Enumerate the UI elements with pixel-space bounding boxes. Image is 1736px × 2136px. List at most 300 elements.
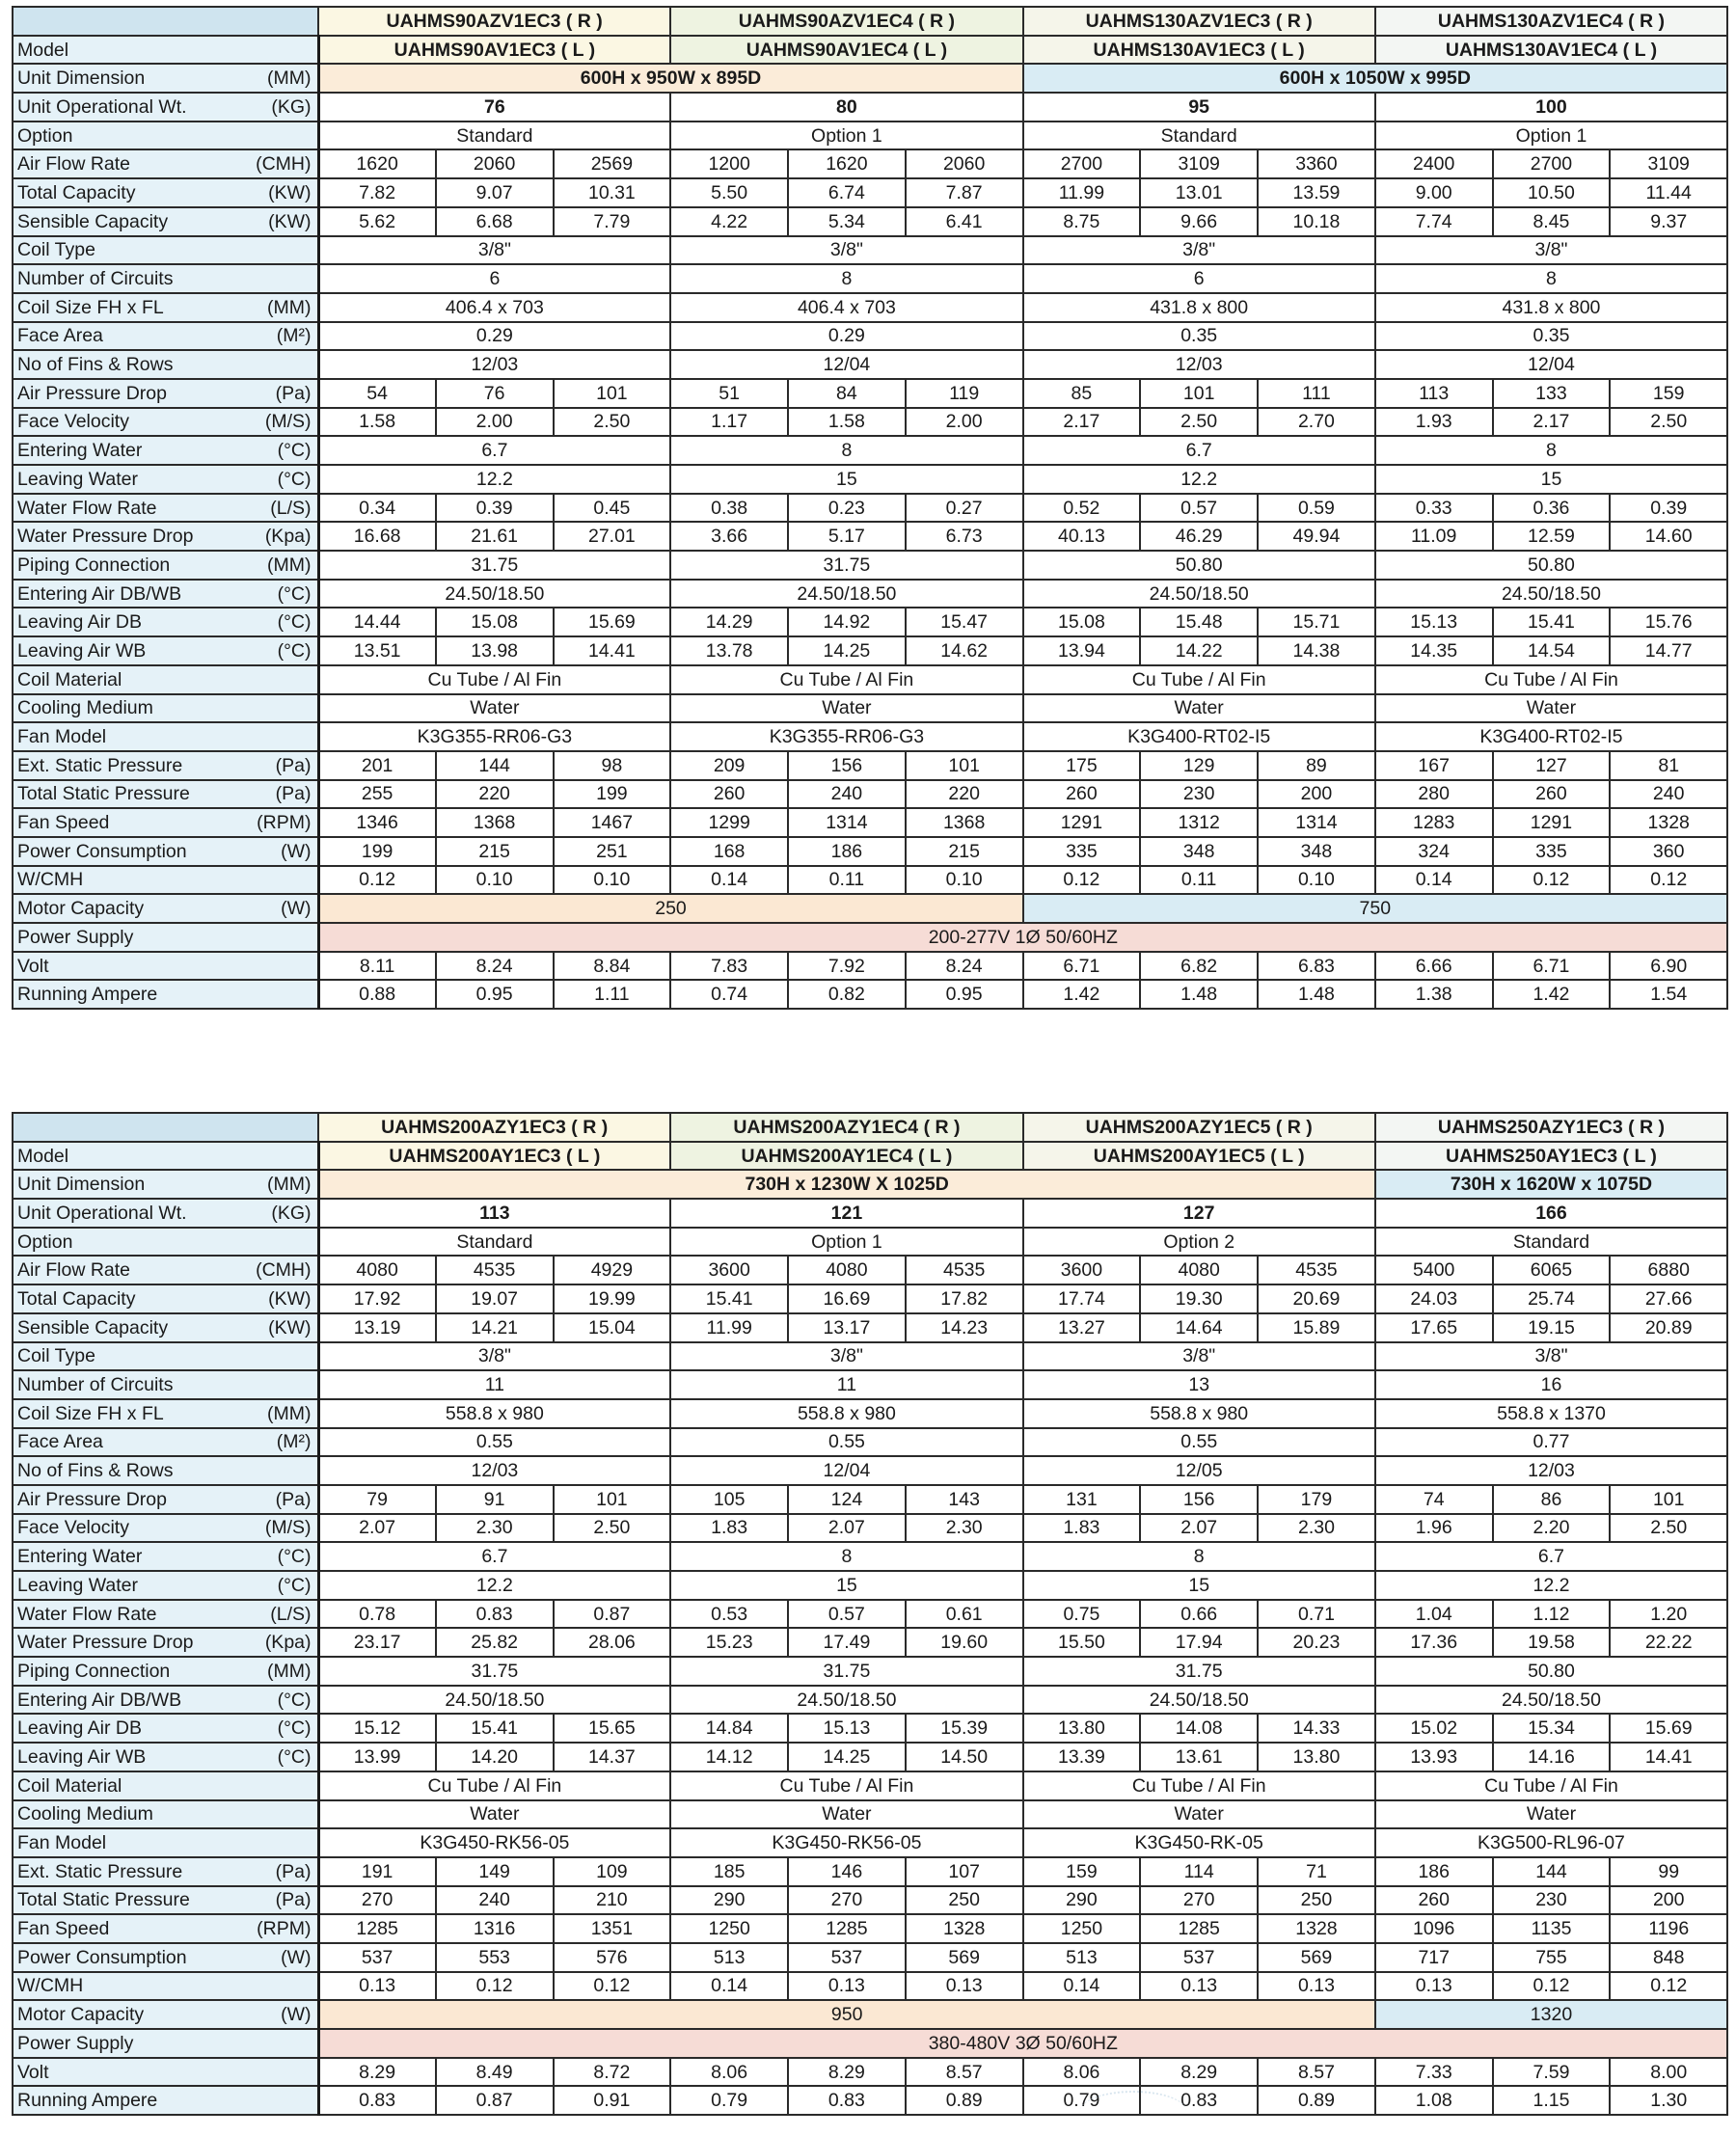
model-code-right: UAHMS90AZV1EC4 ( R )	[670, 7, 1022, 36]
spec-value: 12.2	[318, 1571, 670, 1600]
spec-value: 0.23	[788, 494, 906, 523]
spec-value: 209	[670, 751, 788, 780]
spec-value: 1328	[1610, 808, 1727, 837]
spec-value: 11.44	[1610, 178, 1727, 207]
spec-value: 3600	[670, 1256, 788, 1284]
spec-unit: (Pa)	[275, 382, 312, 404]
spec-value: 27.66	[1610, 1284, 1727, 1313]
spec-value: 14.44	[318, 608, 436, 636]
spec-row	[13, 780, 1727, 809]
spec-value: 89	[1258, 751, 1375, 780]
spec-value: 19.58	[1493, 1628, 1611, 1657]
spec-label	[13, 1370, 318, 1399]
spec-unit: (MM)	[267, 1174, 312, 1196]
spec-value: 16.69	[788, 1284, 906, 1313]
spec-row	[13, 350, 1727, 379]
spec-value: Option 2	[1023, 1228, 1375, 1257]
spec-label	[13, 1657, 318, 1686]
spec-value: 15.48	[1140, 608, 1258, 636]
spec-name: Leaving Water	[17, 1574, 139, 1596]
spec-row	[13, 1914, 1727, 1943]
spec-value: 0.14	[670, 1972, 788, 2001]
spec-value: Cu Tube / Al Fin	[670, 1771, 1022, 1800]
spec-value: 1620	[788, 149, 906, 178]
spec-value: 14.20	[436, 1743, 554, 1771]
spec-value: 6.73	[906, 522, 1023, 551]
spec-value: 8.24	[436, 952, 554, 981]
spec-value: 8	[670, 436, 1022, 465]
spec-row	[13, 207, 1727, 236]
spec-unit: (Pa)	[275, 1860, 312, 1882]
spec-name: Leaving Air WB	[17, 639, 147, 662]
spec-name: Water Flow Rate	[17, 497, 157, 519]
spec-value: 0.29	[670, 322, 1022, 351]
spec-unit: (MM)	[267, 296, 312, 318]
spec-value: Cu Tube / Al Fin	[1375, 665, 1727, 694]
spec-value: 1.17	[670, 408, 788, 437]
spec-unit: (W)	[281, 2004, 312, 2026]
spec-value: 10.50	[1493, 178, 1611, 207]
spec-row	[13, 1514, 1727, 1543]
spec-label	[13, 322, 318, 351]
spec-value: 324	[1375, 837, 1493, 866]
spec-value: 1314	[1258, 808, 1375, 837]
spec-value: 186	[788, 837, 906, 866]
spec-name: Coil Material	[17, 1774, 122, 1797]
spec-value: K3G450-RK-05	[1023, 1828, 1375, 1857]
spec-value: 0.14	[670, 866, 788, 895]
spec-value: 24.03	[1375, 1284, 1493, 1313]
spec-row	[13, 580, 1727, 608]
spec-value: 250	[906, 1886, 1023, 1915]
spec-value: Standard	[318, 122, 670, 150]
spec-value: Option 1	[1375, 122, 1727, 150]
spec-value: 848	[1610, 1943, 1727, 1972]
spec-value: 100	[1375, 93, 1727, 122]
spec-unit: (°C)	[277, 1546, 312, 1568]
spec-value: 0.59	[1258, 494, 1375, 523]
spec-value: 14.37	[554, 1743, 671, 1771]
spec-value: 12/03	[1375, 1456, 1727, 1485]
spec-label	[13, 2086, 318, 2115]
spec-label	[13, 379, 318, 408]
spec-value: Water	[1023, 1800, 1375, 1829]
spec-name: Unit Dimension	[17, 68, 146, 90]
spec-value: 0.71	[1258, 1600, 1375, 1629]
spec-value: 13.99	[318, 1743, 436, 1771]
spec-value: Water	[670, 1800, 1022, 1829]
spec-value: 1346	[318, 808, 436, 837]
spec-value: 0.89	[1258, 2086, 1375, 2115]
spec-value: 513	[670, 1943, 788, 1972]
spec-row	[13, 1886, 1727, 1915]
spec-value: 6880	[1610, 1256, 1727, 1284]
spec-value-group: 750	[1023, 894, 1728, 923]
spec-value: 0.35	[1023, 322, 1375, 351]
spec-value: 15	[1023, 1571, 1375, 1600]
spec-name: Running Ampere	[17, 984, 158, 1006]
spec-value: 9.66	[1140, 207, 1258, 236]
spec-value: 0.13	[1375, 1972, 1493, 2001]
spec-value: 558.8 x 980	[670, 1399, 1022, 1428]
spec-value: 230	[1140, 780, 1258, 809]
spec-value: 167	[1375, 751, 1493, 780]
spec-label	[13, 1313, 318, 1342]
spec-value: 2.00	[436, 408, 554, 437]
spec-value: 5.17	[788, 522, 906, 551]
spec-value: 1328	[906, 1914, 1023, 1943]
model-header-bottom	[13, 36, 1727, 65]
spec-value: 95	[1023, 93, 1375, 122]
spec-value: 12/04	[670, 350, 1022, 379]
spec-value: 1299	[670, 808, 788, 837]
spec-value: 9.00	[1375, 178, 1493, 207]
spec-value: 14.21	[436, 1313, 554, 1342]
spec-row	[13, 149, 1727, 178]
spec-value: 260	[1023, 780, 1141, 809]
spec-name: Unit Dimension	[17, 1174, 146, 1196]
spec-value: 260	[1375, 1886, 1493, 1915]
spec-name: Leaving Air WB	[17, 1745, 147, 1768]
spec-value: 200	[1610, 1886, 1727, 1915]
spec-value: 2.17	[1023, 408, 1141, 437]
spec-value: 1285	[788, 1914, 906, 1943]
spec-row	[13, 1228, 1727, 1257]
spec-value: K3G450-RK56-05	[318, 1828, 670, 1857]
spec-unit: (°C)	[277, 1717, 312, 1740]
spec-value: 144	[1493, 1857, 1611, 1886]
model-header-top	[13, 7, 1727, 36]
spec-unit: (MM)	[267, 1660, 312, 1682]
spec-value: 101	[554, 379, 671, 408]
spec-row	[13, 1256, 1727, 1284]
spec-value: 513	[1023, 1943, 1141, 1972]
spec-label	[13, 665, 318, 694]
spec-value: 4080	[788, 1256, 906, 1284]
spec-label	[13, 780, 318, 809]
spec-value: 13.61	[1140, 1743, 1258, 1771]
model-code-left: UAHMS90AV1EC4 ( L )	[670, 36, 1022, 65]
spec-value: 0.33	[1375, 494, 1493, 523]
spec-value: 101	[554, 1485, 671, 1514]
spec-value: 8	[670, 264, 1022, 293]
spec-value: 8.29	[318, 2058, 436, 2087]
spec-value: 0.12	[1610, 866, 1727, 895]
spec-value: 215	[436, 837, 554, 866]
spec-value: 17.92	[318, 1284, 436, 1313]
spec-value: Water	[1375, 694, 1727, 723]
spec-name: Coil Type	[17, 1345, 95, 1367]
spec-value: 8.06	[1023, 2058, 1141, 2087]
spec-value: 113	[318, 1199, 670, 1228]
spec-value: 50.80	[1375, 551, 1727, 580]
spec-value: 250	[1258, 1886, 1375, 1915]
spec-value: 240	[436, 1886, 554, 1915]
spec-value: 17.94	[1140, 1628, 1258, 1657]
spec-value: 1.04	[1375, 1600, 1493, 1629]
spec-row	[13, 2086, 1727, 2115]
spec-value: 3.66	[670, 522, 788, 551]
spec-value: 0.83	[436, 1600, 554, 1629]
spec-unit: (°C)	[277, 1745, 312, 1768]
model-header-blank	[13, 1113, 318, 1142]
spec-value: 76	[436, 379, 554, 408]
spec-value: 0.78	[318, 1600, 436, 1629]
spec-name: Power Supply	[17, 926, 134, 948]
spec-value: 220	[906, 780, 1023, 809]
spec-row	[13, 1370, 1727, 1399]
spec-name: Piping Connection	[17, 1660, 171, 1682]
spec-value: 0.83	[318, 2086, 436, 2115]
spec-value: 2.30	[436, 1514, 554, 1543]
spec-value: 0.10	[436, 866, 554, 895]
spec-value: 2.00	[906, 408, 1023, 437]
spec-row	[13, 636, 1727, 665]
spec-value: 0.79	[1023, 2086, 1141, 2115]
spec-value: 23.17	[318, 1628, 436, 1657]
spec-label	[13, 1600, 318, 1629]
spec-value: 14.84	[670, 1714, 788, 1743]
spec-value: 144	[436, 751, 554, 780]
spec-value: 15.12	[318, 1714, 436, 1743]
spec-value: 220	[436, 780, 554, 809]
spec-label	[13, 1542, 318, 1571]
spec-row	[13, 236, 1727, 265]
spec-value: 1.20	[1610, 1600, 1727, 1629]
spec-row	[13, 1199, 1727, 1228]
spec-value: 31.75	[318, 1657, 670, 1686]
spec-unit: (Pa)	[275, 754, 312, 776]
spec-value: 16.68	[318, 522, 436, 551]
spec-value: 717	[1375, 1943, 1493, 1972]
spec-value: 1135	[1493, 1914, 1611, 1943]
spec-value: 129	[1140, 751, 1258, 780]
spec-value: 6.66	[1375, 952, 1493, 981]
spec-value: 31.75	[670, 551, 1022, 580]
spec-value: 0.10	[554, 866, 671, 895]
spec-row	[13, 465, 1727, 494]
spec-name: Power Consumption	[17, 1946, 187, 1968]
spec-value: 0.11	[788, 866, 906, 895]
spec-unit: (CMH)	[256, 153, 312, 176]
spec-value: 11	[670, 1370, 1022, 1399]
spec-value: 3109	[1610, 149, 1727, 178]
spec-value: 569	[906, 1943, 1023, 1972]
spec-value: Cu Tube / Al Fin	[318, 1771, 670, 1800]
spec-value: Cu Tube / Al Fin	[1375, 1771, 1727, 1800]
spec-value: 24.50/18.50	[318, 580, 670, 608]
spec-label	[13, 436, 318, 465]
spec-value: 8.75	[1023, 207, 1141, 236]
spec-value: 3/8"	[1375, 1342, 1727, 1371]
spec-value: 6.71	[1023, 952, 1141, 981]
spec-value: 0.39	[436, 494, 554, 523]
spec-label	[13, 1828, 318, 1857]
spec-label	[13, 93, 318, 122]
spec-row	[13, 866, 1727, 895]
spec-row	[13, 522, 1727, 551]
spec-value: 1467	[554, 808, 671, 837]
spec-unit: (MM)	[267, 1402, 312, 1424]
spec-name: Entering Water	[17, 1546, 143, 1568]
spec-value: 1368	[906, 808, 1023, 837]
spec-value-group: 600H x 950W x 895D	[318, 64, 1023, 93]
spec-value: 15.41	[1493, 608, 1611, 636]
spec-value: 0.77	[1375, 1428, 1727, 1457]
spec-value: 14.08	[1140, 1714, 1258, 1743]
spec-value: 1250	[670, 1914, 788, 1943]
spec-name: Water Flow Rate	[17, 1603, 157, 1625]
spec-unit: (Pa)	[275, 1889, 312, 1911]
spec-value: 0.13	[1258, 1972, 1375, 2001]
model-header-bottom	[13, 1142, 1727, 1171]
spec-name: Unit Operational Wt.	[17, 1202, 187, 1224]
spec-value: 0.55	[670, 1428, 1022, 1457]
spec-value: 1.48	[1258, 980, 1375, 1009]
spec-value: 8.57	[906, 2058, 1023, 2087]
spec-name: Fan Speed	[17, 812, 110, 834]
spec-value: 1314	[788, 808, 906, 837]
spec-value: 1312	[1140, 808, 1258, 837]
spec-value: 166	[1375, 1199, 1727, 1228]
spec-value: 2.50	[1140, 408, 1258, 437]
spec-value: 260	[1493, 780, 1611, 809]
spec-value: 251	[554, 837, 671, 866]
spec-value: 175	[1023, 751, 1141, 780]
spec-unit: (L/S)	[270, 1603, 312, 1625]
spec-value: 3/8"	[670, 1342, 1022, 1371]
spec-value: 149	[436, 1857, 554, 1886]
spec-value: 0.55	[1023, 1428, 1375, 1457]
spec-value: 24.50/18.50	[1023, 580, 1375, 608]
spec-value: 15.41	[670, 1284, 788, 1313]
spec-value: 360	[1610, 837, 1727, 866]
spec-value: 14.29	[670, 608, 788, 636]
spec-value: 79	[318, 1485, 436, 1514]
spec-value: 191	[318, 1857, 436, 1886]
spec-name: Volt	[17, 2061, 49, 2083]
spec-row	[13, 952, 1727, 981]
spec-value: 85	[1023, 379, 1141, 408]
spec-value: 0.87	[554, 1600, 671, 1629]
spec-value: 1285	[318, 1914, 436, 1943]
spec-label	[13, 1771, 318, 1800]
spec-value: 2.07	[788, 1514, 906, 1543]
spec-value: 109	[554, 1857, 671, 1886]
spec-value: 8.72	[554, 2058, 671, 2087]
spec-row	[13, 408, 1727, 437]
spec-value: 210	[554, 1886, 671, 1915]
spec-label	[13, 580, 318, 608]
spec-value-span: 200-277V 1Ø 50/60HZ	[318, 923, 1727, 952]
spec-name: Option	[17, 1230, 73, 1253]
spec-value: 1.96	[1375, 1514, 1493, 1543]
spec-value: 12/03	[1023, 350, 1375, 379]
spec-value: 0.75	[1023, 1600, 1141, 1629]
spec-value: 1.38	[1375, 980, 1493, 1009]
spec-row	[13, 1571, 1727, 1600]
spec-value: 1.30	[1610, 2086, 1727, 2115]
spec-value: 5.62	[318, 207, 436, 236]
spec-label	[13, 408, 318, 437]
spec-value: 14.64	[1140, 1313, 1258, 1342]
spec-value: K3G400-RT02-I5	[1375, 722, 1727, 751]
spec-value: 24.50/18.50	[318, 1686, 670, 1715]
spec-value: 54	[318, 379, 436, 408]
spec-value: 49.94	[1258, 522, 1375, 551]
spec-value: 2.50	[554, 408, 671, 437]
spec-value: 24.50/18.50	[1375, 1686, 1727, 1715]
spec-value: 0.35	[1375, 322, 1727, 351]
spec-value: 0.95	[906, 980, 1023, 1009]
spec-label	[13, 837, 318, 866]
spec-value: 0.45	[554, 494, 671, 523]
spec-value: 6	[318, 264, 670, 293]
spec-value: 4929	[554, 1256, 671, 1284]
spec-value: 1.48	[1140, 980, 1258, 1009]
spec-unit: (°C)	[277, 639, 312, 662]
spec-value: 6.90	[1610, 952, 1727, 981]
spec-name: Power Consumption	[17, 840, 187, 862]
spec-value: 14.41	[1610, 1743, 1727, 1771]
spec-value: 11.99	[670, 1313, 788, 1342]
spec-value: 10.31	[554, 178, 671, 207]
spec-row	[13, 1399, 1727, 1428]
spec-value: 255	[318, 780, 436, 809]
spec-unit: (M/S)	[264, 411, 312, 433]
spec-value: 558.8 x 980	[318, 1399, 670, 1428]
spec-value: 431.8 x 800	[1023, 293, 1375, 322]
spec-value: 14.33	[1258, 1714, 1375, 1743]
spec-value: 24.50/18.50	[670, 580, 1022, 608]
model-code-right: UAHMS250AZY1EC3 ( R )	[1375, 1113, 1727, 1142]
spec-value: 101	[1610, 1485, 1727, 1514]
spec-row	[13, 1857, 1727, 1886]
spec-value: 12/04	[1375, 350, 1727, 379]
spec-name: Number of Circuits	[17, 268, 174, 290]
spec-name: Face Area	[17, 1431, 103, 1453]
spec-name: Total Static Pressure	[17, 1889, 190, 1911]
spec-value: 14.16	[1493, 1743, 1611, 1771]
spec-value: Option 1	[670, 1228, 1022, 1257]
spec-value: 0.13	[318, 1972, 436, 2001]
spec-row	[13, 1714, 1727, 1743]
spec-name: Total Static Pressure	[17, 783, 190, 805]
spec-value: 199	[318, 837, 436, 866]
spec-row	[13, 551, 1727, 580]
spec-name: Face Area	[17, 325, 103, 347]
spec-value: 1285	[1140, 1914, 1258, 1943]
spec-value: 406.4 x 703	[318, 293, 670, 322]
spec-value: 98	[554, 751, 671, 780]
spec-value: 71	[1258, 1857, 1375, 1886]
spec-row	[13, 1972, 1727, 2001]
spec-value: Water	[318, 694, 670, 723]
spec-value: 8.11	[318, 952, 436, 981]
spec-value: 558.8 x 980	[1023, 1399, 1375, 1428]
spec-value: 14.77	[1610, 636, 1727, 665]
spec-value: 14.22	[1140, 636, 1258, 665]
spec-row	[13, 2000, 1727, 2029]
spec-value: 8.00	[1610, 2058, 1727, 2087]
spec-value: 240	[1610, 780, 1727, 809]
spec-value: 6.82	[1140, 952, 1258, 981]
spec-value: 8.84	[554, 952, 671, 981]
spec-value: 2.30	[1258, 1514, 1375, 1543]
model-code-right: UAHMS90AZV1EC3 ( R )	[318, 7, 670, 36]
spec-value: 15.39	[906, 1714, 1023, 1743]
spec-value: 3/8"	[318, 236, 670, 265]
